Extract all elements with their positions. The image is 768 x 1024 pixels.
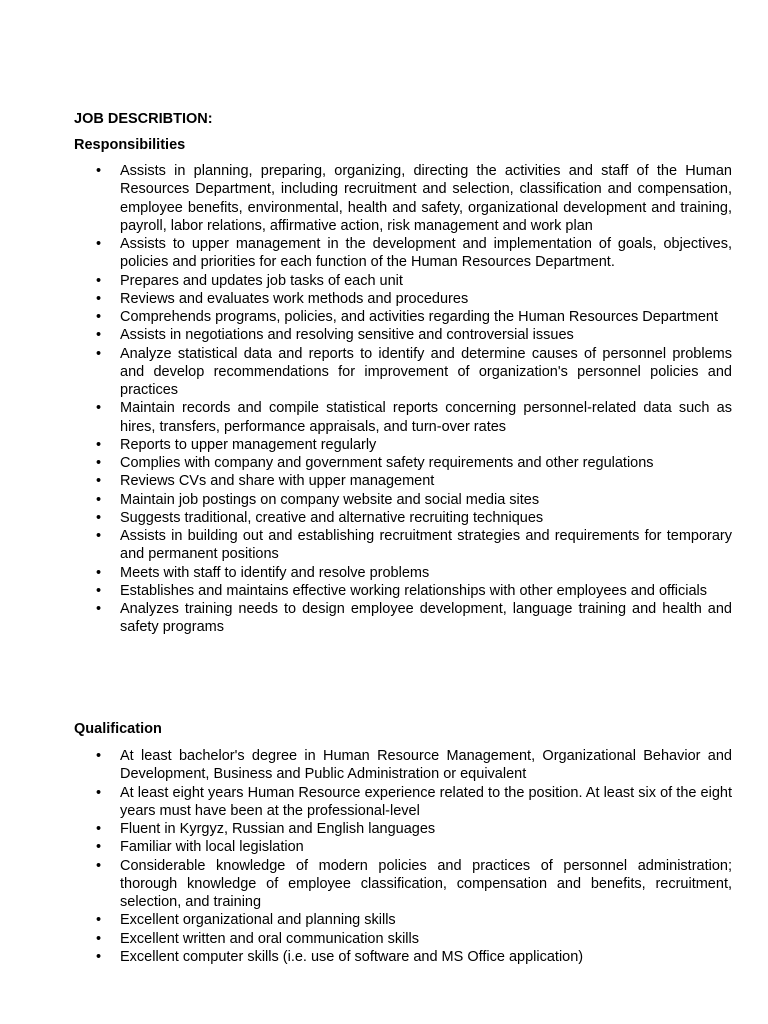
bullet-icon: • (96, 345, 102, 362)
bullet-icon: • (96, 455, 102, 471)
list-item (96, 491, 732, 509)
bullet-icon: • (96, 601, 102, 617)
bullet-icon: • (96, 491, 102, 508)
list-item-text: Meets with staff to identify and resolve problems (120, 564, 430, 581)
bullet-icon: • (96, 272, 102, 289)
bullet-icon: • (96, 857, 102, 874)
list-item-text: Maintain job postings on company website and social media sites (120, 491, 540, 508)
list-item-text: Reviews CVs and share with upper management (120, 473, 435, 490)
list-item (96, 345, 732, 400)
list-item-text: Assists in building out and establishing recruitment strategies and requirements for temporary and permanent positions (120, 528, 732, 563)
bullet-icon: • (96, 930, 102, 947)
list-item (96, 784, 732, 821)
list-item-text: At least eight years Human Resource experience related to the position. At least six of the eight years must have been at the professional-level (120, 784, 732, 819)
bullet-icon: • (96, 948, 102, 965)
list-item (96, 509, 732, 527)
bullet-icon: • (96, 839, 102, 856)
list-item (96, 454, 732, 472)
bullet-icon: • (96, 236, 102, 252)
list-item (96, 838, 732, 856)
list-item-text: Excellent computer skills (i.e. use of software and MS Office application) (120, 948, 584, 965)
bullet-icon: • (96, 582, 102, 599)
list-item-text: Excellent written and oral communication skills (120, 930, 419, 947)
list-item (96, 820, 732, 838)
bullet-icon: • (96, 163, 102, 179)
list-item (96, 582, 732, 600)
list-item-text: Considerable knowledge of modern policies and practices of personnel administration; thorough knowledge of employee classification, compensation and benefits, recruitment, selection, and training (120, 857, 732, 910)
bullet-icon: • (96, 821, 102, 837)
bullet-icon: • (96, 473, 102, 490)
document-title: JOB DESCRIBTION: (74, 111, 213, 127)
list-item-text: Familiar with local legislation (120, 839, 304, 856)
list-item (96, 326, 732, 344)
list-item-text: Establishes and maintains effective working relationships with other employees and officials (120, 582, 708, 599)
list-item-text: Comprehends programs, policies, and activities regarding the Human Resources Department (120, 309, 719, 325)
bullet-icon: • (96, 748, 102, 764)
list-item-text: Fluent in Kyrgyz, Russian and English languages (120, 821, 436, 837)
list-item (96, 948, 732, 966)
bullet-icon: • (96, 912, 102, 929)
list-item (96, 600, 732, 637)
list-item-text: Assists in planning, preparing, organizing, directing the activities and staff of the Human Resources Department, including recruitment and selection, classification and compensation, employee benefits, environmental, health and safety, organizational development and training, payroll, labor relations, affirmative action, risk management and work plan (120, 163, 732, 234)
bullet-icon: • (96, 327, 102, 344)
list-item (96, 162, 732, 235)
list-item-text: Assists in negotiations and resolving sensitive and controversial issues (120, 327, 574, 344)
list-item-text: Reviews and evaluates work methods and procedures (120, 290, 469, 307)
bullet-icon: • (96, 564, 102, 581)
bullet-icon: • (96, 436, 102, 453)
qualification-heading: Qualification (74, 721, 162, 737)
bullet-icon: • (96, 509, 102, 526)
bullet-icon: • (96, 528, 102, 544)
list-item-text: Prepares and updates job tasks of each unit (120, 272, 403, 289)
list-item-text: At least bachelor's degree in Human Resource Management, Organizational Behavior and Development, Business and Public Administration or equivalent (120, 748, 732, 783)
bullet-icon: • (96, 400, 102, 417)
list-item-text: Analyze statistical data and reports to identify and determine causes of personnel problems and develop recommendations for improvement of organization's personnel policies and practices (120, 345, 732, 398)
list-item (96, 747, 732, 784)
responsibilities-heading: Responsibilities (74, 137, 186, 153)
responsibilities-list (96, 162, 732, 637)
qualification-list (96, 747, 732, 966)
list-item-text: Excellent organizational and planning skills (120, 912, 396, 929)
list-item (96, 436, 732, 454)
bullet-icon: • (96, 309, 102, 325)
list-item (96, 290, 732, 308)
list-item (96, 911, 732, 929)
list-item (96, 272, 732, 290)
list-item (96, 308, 732, 326)
list-item (96, 564, 732, 582)
list-item-text: Analyzes training needs to design employee development, language training and health and safety programs (120, 601, 732, 636)
list-item (96, 235, 732, 272)
list-item-text: Maintain records and compile statistical reports concerning personnel-related data such as hires, transfers, performance appraisals, and turn-over rates (120, 400, 732, 435)
list-item-text: Assists to upper management in the development and implementation of goals, objectives, policies and priorities for each function of the Human Resources Department. (120, 236, 732, 271)
bullet-icon: • (96, 290, 102, 307)
list-item-text: Reports to upper management regularly (120, 436, 377, 453)
list-item (96, 472, 732, 490)
list-item (96, 527, 732, 564)
list-item (96, 930, 732, 948)
bullet-icon: • (96, 784, 102, 801)
list-item (96, 857, 732, 912)
list-item-text: Complies with company and government safety requirements and other regulations (120, 455, 654, 471)
list-item (96, 399, 732, 436)
list-item-text: Suggests traditional, creative and alternative recruiting techniques (120, 509, 544, 526)
